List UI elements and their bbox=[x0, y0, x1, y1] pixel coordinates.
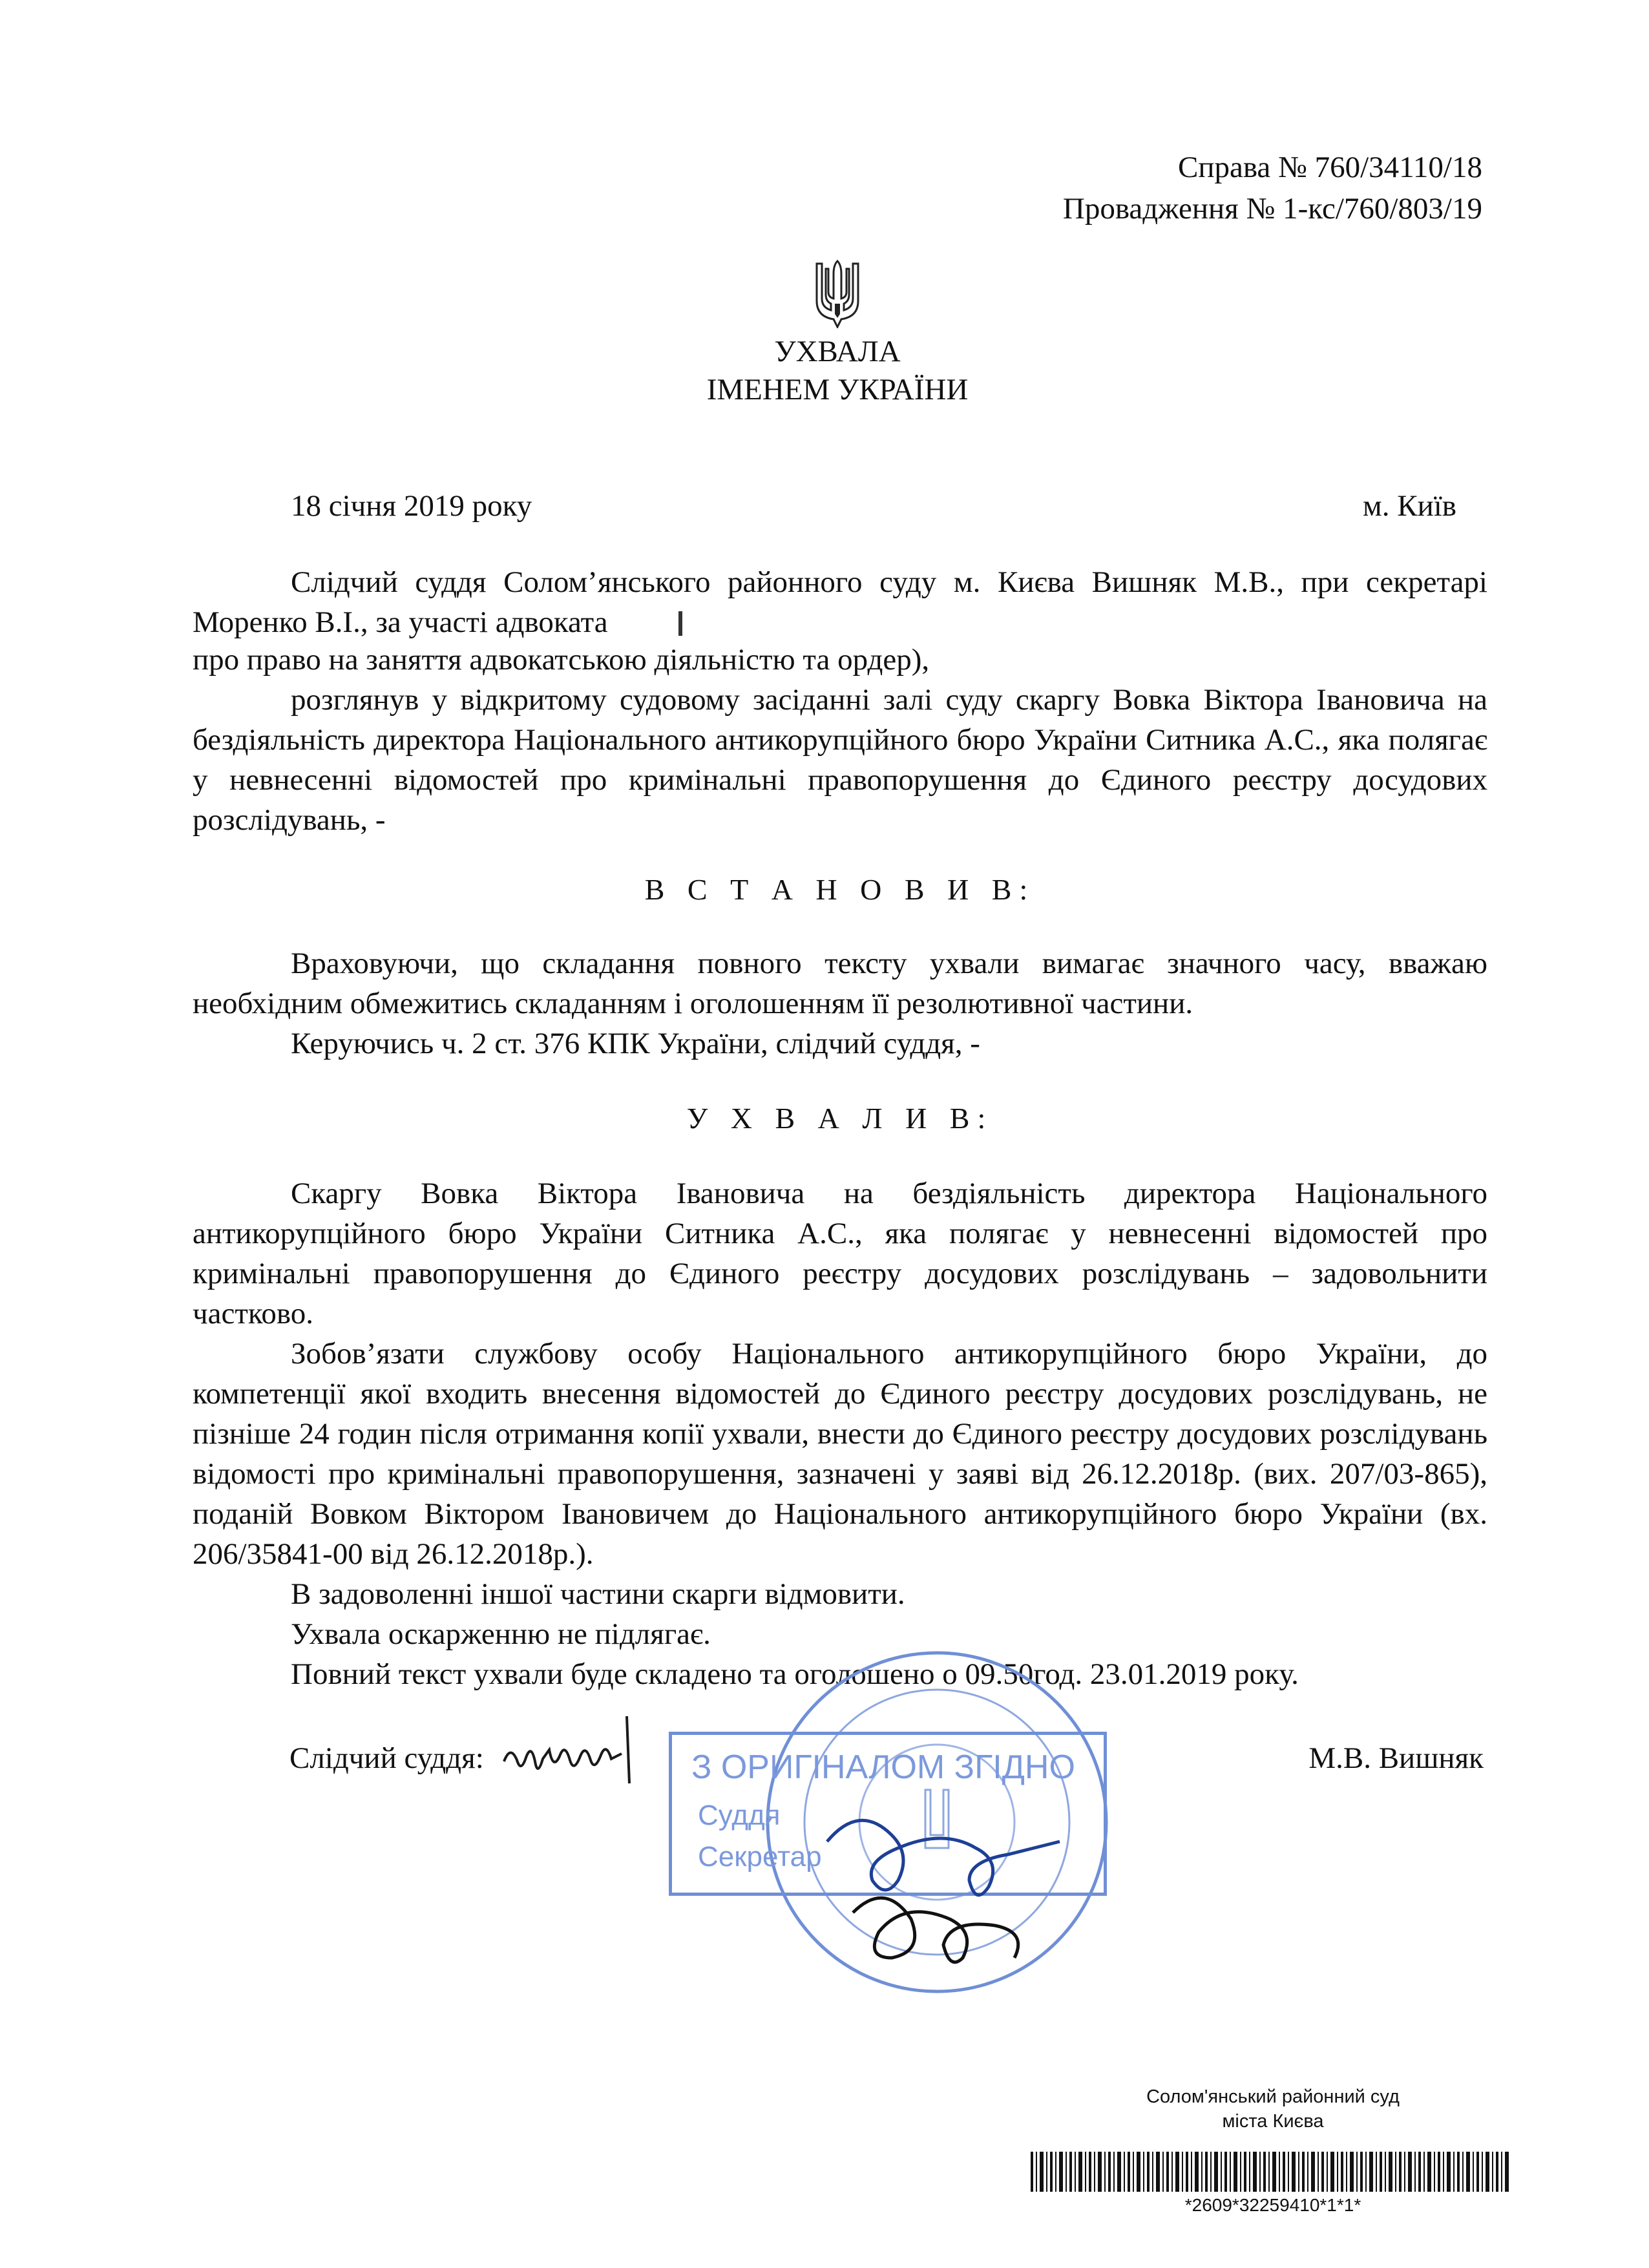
document-title: УХВАЛА bbox=[774, 335, 901, 368]
signature-label: Слідчий суддя: bbox=[289, 1741, 484, 1775]
document-barcode bbox=[1031, 2152, 1509, 2192]
decision-date: 18 січня 2019 року bbox=[291, 489, 532, 523]
footer-court-name: Солом'янський районний суд bbox=[1146, 2086, 1400, 2107]
judge-signature bbox=[498, 1706, 653, 1796]
intro-text-main: Слідчий суддя Солом’янського районного суду м. Києва Вишняк М.В., при секретарі Моренко В.І., за участі адвоката bbox=[193, 565, 1487, 639]
redaction-mark bbox=[678, 611, 682, 636]
intro-considered-paragraph: розглянув у відкритому судовому засіданні залі суду скаргу Вовка Віктора Івановича на бездіяльність директора Національного антикорупційного бюро України Ситника А.С., яка полягає у невнесенні відомостей про кримінальні правопорушення до Єдиного реєстру досудових розслідувань, - bbox=[193, 683, 1487, 837]
trident-icon bbox=[813, 258, 862, 328]
footer-court-city: міста Києва bbox=[1222, 2111, 1324, 2132]
stamp-judge-label: Суддя bbox=[698, 1800, 781, 1831]
ruled-paragraph-4: Ухвала оскарженню не підлягає. bbox=[291, 1617, 711, 1651]
judge-name: М.В. Вишняк bbox=[1308, 1741, 1484, 1775]
decision-city: м. Київ bbox=[1363, 489, 1456, 523]
ruled-paragraph-1: Скаргу Вовка Віктора Івановича на бездіяльність директора Національного антикорупційного бюро України Ситника А.С., яка полягає у невнесенні відомостей про кримінальні правопорушення до Єдиного реєстру досудових розслідувань – задовольнити частково. bbox=[193, 1177, 1487, 1330]
section-heading-ruled: У Х В А Л И В: bbox=[686, 1102, 994, 1135]
document-subtitle: ІМЕНЕМ УКРАЇНИ bbox=[706, 373, 969, 406]
section-heading-established: В С Т А Н О В И В: bbox=[644, 873, 1036, 906]
ruled-paragraph-5: Повний текст ухвали буде складено та оголошено о 09.50год. 23.01.2019 року. bbox=[291, 1657, 1299, 1691]
barcode-number: *2609*32259410*1*1* bbox=[1184, 2195, 1361, 2215]
intro-tail: про право на заняття адвокатською діяльністю та ордер), bbox=[193, 643, 930, 677]
established-paragraph-1: Враховуючи, що складання повного тексту ухвали вимагає значного часу, вважаю необхідним обмежитись складанням і оголошенням її резолютивної частини. bbox=[193, 947, 1487, 1020]
redaction-area bbox=[678, 605, 1518, 640]
ruled-paragraph-2: Зобов’язати службову особу Національного антикорупційного бюро України, до компетенції якої входить внесення відомостей до Єдиного реєстру досудових розслідувань, не пізніше 24 годин після отримання копії ухвали, внести до Єдиного реєстру досудових розслідувань відомості про кримінальні правопорушення, зазначені у заяві від 26.12.2018р. (вих. 207/03-865), поданій Вовком Віктором Івановичем до Національного антикорупційного бюро України (вх. 206/35841-00 від 26.12.2018р.). bbox=[193, 1337, 1487, 1571]
stamp-heading: З ОРИГІНАЛОМ ЗГІДНО bbox=[691, 1748, 1075, 1786]
ruled-paragraph-3: В задоволенні іншої частини скарги відмовити. bbox=[291, 1577, 905, 1611]
established-paragraph-2: Керуючись ч. 2 ст. 376 КПК України, слідчий суддя, - bbox=[291, 1027, 980, 1060]
stamp-secretary-label: Секретар bbox=[698, 1841, 822, 1873]
proceeding-number: Провадження № 1-кс/760/803/19 bbox=[1062, 192, 1482, 226]
case-number: Справа № 760/34110/18 bbox=[1177, 151, 1482, 184]
stamp-signature bbox=[814, 1764, 1073, 1977]
